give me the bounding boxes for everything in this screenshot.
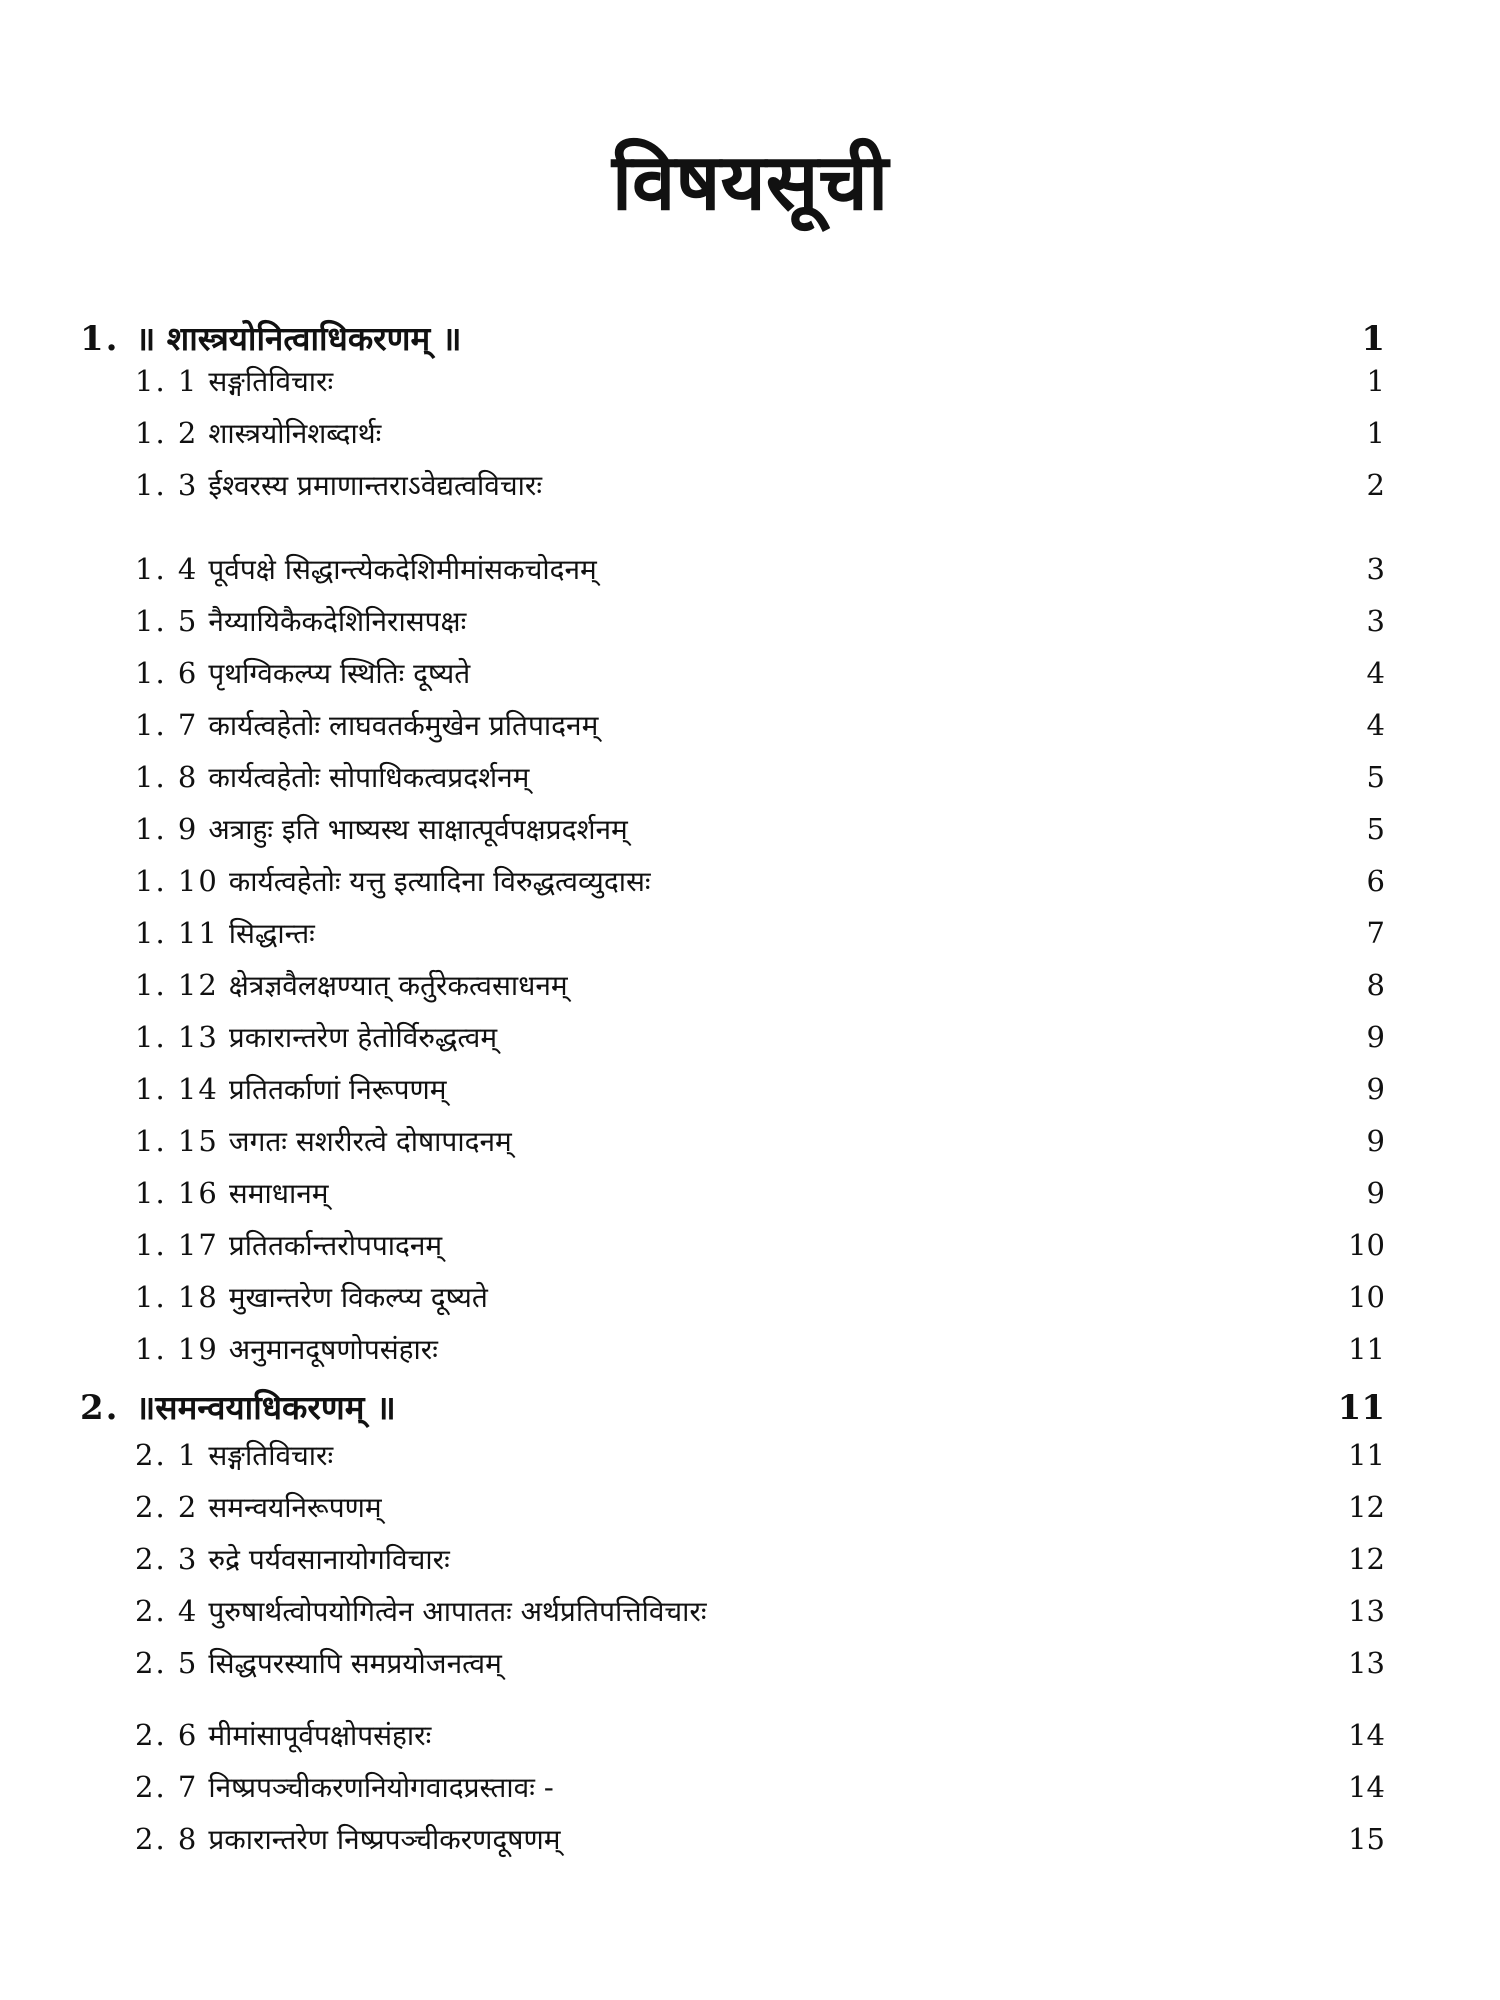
entry-title: प्रकारान्तरेण हेतोर्विरुद्धत्वम् [228,1021,498,1054]
toc-entry [135,810,1385,854]
entry-number: 2. [80,1388,120,1428]
toc-entry [135,862,1385,906]
entry-number: 1. 4 [135,552,199,586]
entry-number: 1. 1 [135,364,199,398]
entry-number: 1. 17 [135,1228,219,1262]
toc-entry [135,1122,1385,1166]
entry-page-number: 5 [1366,812,1385,846]
entry-page-number: 2 [1366,468,1385,502]
entry-title: पूर्वपक्षे सिद्धान्त्येकदेशिमीमांसकचोदनम् [208,553,597,586]
entry-page-number: 9 [1366,1072,1385,1106]
entry-number: 2. 5 [135,1646,199,1680]
entry-number: 1. 13 [135,1020,219,1054]
page-title: विषयसूची [611,138,889,228]
entry-title: सिद्धान्तः [228,917,315,950]
toc-section-heading [80,1384,1385,1428]
entry-number: 1. 15 [135,1124,219,1158]
toc-entry [135,1768,1385,1812]
toc-entry [135,706,1385,750]
entry-page-number: 5 [1366,760,1385,794]
entry-number: 2. 6 [135,1718,199,1752]
entry-title: क्षेत्रज्ञवैलक्षण्यात् कर्तुरेकत्वसाधनम् [228,969,568,1002]
entry-page-number: 12 [1348,1542,1385,1576]
toc-entry [135,466,1385,510]
entry-number: 1. 2 [135,416,199,450]
entry-page-number: 3 [1366,604,1385,638]
toc-entry [135,1488,1385,1532]
entry-title: अत्राहुः इति भाष्यस्थ साक्षात्पूर्वपक्षप्रदर्शनम् [208,813,628,846]
toc-entry [135,1330,1385,1374]
toc-entry [135,602,1385,646]
entry-title: प्रतितर्काणां निरूपणम् [228,1073,447,1106]
entry-number: 1. 8 [135,760,199,794]
entry-number: 1. 11 [135,916,219,950]
entry-page-number: 3 [1366,552,1385,586]
toc-entry [135,1174,1385,1218]
toc-entry [135,550,1385,594]
entry-page-number: 12 [1348,1490,1385,1524]
entry-page-number: 11 [1337,1388,1385,1428]
entry-title: कार्यत्वहेतोः लाघवतर्कमुखेन प्रतिपादनम् [208,709,599,742]
entry-title: ईश्वरस्य प्रमाणान्तराऽवेद्यत्वविचारः [208,469,542,502]
entry-title: मीमांसापूर्वपक्षोपसंहारः [208,1719,432,1752]
entry-page-number: 4 [1366,708,1385,742]
toc-entry [135,1592,1385,1636]
entry-number: 1. 16 [135,1176,219,1210]
entry-page-number: 10 [1348,1280,1385,1314]
toc-entry [135,1278,1385,1322]
toc-entry [135,1820,1385,1864]
entry-number: 1. 12 [135,968,219,1002]
entry-title: कार्यत्वहेतोः सोपाधिकत्वप्रदर्शनम् [208,761,530,794]
entry-title: प्रतितर्कान्तरोपपादनम् [228,1229,443,1262]
toc-entry [135,1018,1385,1062]
toc-entry [135,966,1385,1010]
entry-number: 1. 5 [135,604,199,638]
entry-page-number: 9 [1366,1176,1385,1210]
entry-page-number: 7 [1366,916,1385,950]
toc-entry [135,1540,1385,1584]
entry-page-number: 9 [1366,1020,1385,1054]
entry-number: 1. 9 [135,812,199,846]
entry-title: निष्प्रपञ्चीकरणनियोगवादप्रस्तावः - [208,1771,554,1804]
entry-title: सङ्गतिविचारः [208,1439,334,1472]
entry-page-number: 1 [1366,364,1385,398]
entry-number: 1. 18 [135,1280,219,1314]
entry-number: 2. 1 [135,1438,199,1472]
entry-title: समन्वयनिरूपणम् [208,1491,382,1524]
entry-number: 1. 7 [135,708,199,742]
entry-page-number: 10 [1348,1228,1385,1262]
entry-title: शास्त्रयोनिशब्दार्थः [208,417,382,450]
entry-title: सङ्गतिविचारः [208,365,334,398]
entry-page-number: 6 [1366,864,1385,898]
entry-number: 2. 3 [135,1542,199,1576]
entry-number: 2. 4 [135,1594,199,1628]
entry-page-number: 11 [1348,1438,1385,1472]
entry-title: मुखान्तरेण विकल्प्य दूष्यते [228,1281,488,1314]
entry-title: समाधानम् [228,1177,329,1210]
entry-title: नैय्यायिकैकदेशिनिरासपक्षः [208,605,467,638]
toc-entry [135,414,1385,458]
entry-title: अनुमानदूषणोपसंहारः [228,1333,438,1366]
toc-entry [135,1644,1385,1688]
entry-page-number: 8 [1366,968,1385,1002]
toc-entry [135,654,1385,698]
entry-title: रुद्रे पर्यवसानायोगविचारः [208,1543,450,1576]
toc-entry [135,914,1385,958]
entry-title: जगतः सशरीरत्वे दोषापादनम् [228,1125,512,1158]
entry-title: पृथग्विकल्प्य स्थितिः दूष्यते [208,657,471,690]
entry-page-number: 1 [1361,319,1385,359]
entry-title: कार्यत्वहेतोः यत्तु इत्यादिना विरुद्धत्वव्युदासः [228,865,651,898]
entry-number: 2. 7 [135,1770,199,1804]
entry-number: 2. 2 [135,1490,199,1524]
entry-page-number: 11 [1348,1332,1385,1366]
toc-entry [135,362,1385,406]
entry-title: पुरुषार्थत्वोपयोगित्वेन आपाततः अर्थप्रतिपत्तिविचारः [208,1595,707,1628]
entry-number: 1. 10 [135,864,219,898]
toc-entry [135,1716,1385,1760]
entry-page-number: 4 [1366,656,1385,690]
toc-entry [135,1070,1385,1114]
toc-section-heading [80,315,1385,359]
entry-page-number: 13 [1348,1646,1385,1680]
entry-number: 2. 8 [135,1822,199,1856]
entry-page-number: 13 [1348,1594,1385,1628]
entry-page-number: 9 [1366,1124,1385,1158]
entry-number: 1. [80,319,120,359]
entry-title: ॥समन्वयाधिकरणम् ॥ [135,1388,396,1427]
entry-page-number: 1 [1366,416,1385,450]
entry-page-number: 14 [1348,1770,1385,1804]
entry-page-number: 15 [1348,1822,1385,1856]
toc-entry [135,1436,1385,1480]
entry-number: 1. 3 [135,468,199,502]
entry-page-number: 14 [1348,1718,1385,1752]
toc-entry [135,1226,1385,1270]
entry-number: 1. 14 [135,1072,219,1106]
entry-number: 1. 19 [135,1332,219,1366]
toc-entry [135,758,1385,802]
entry-title: प्रकारान्तरेण निष्प्रपञ्चीकरणदूषणम् [208,1823,561,1856]
entry-number: 1. 6 [135,656,199,690]
entry-title: ॥ शास्त्रयोनित्वाधिकरणम् ॥ [135,319,462,358]
entry-title: सिद्धपरस्यापि समप्रयोजनत्वम् [208,1647,502,1680]
